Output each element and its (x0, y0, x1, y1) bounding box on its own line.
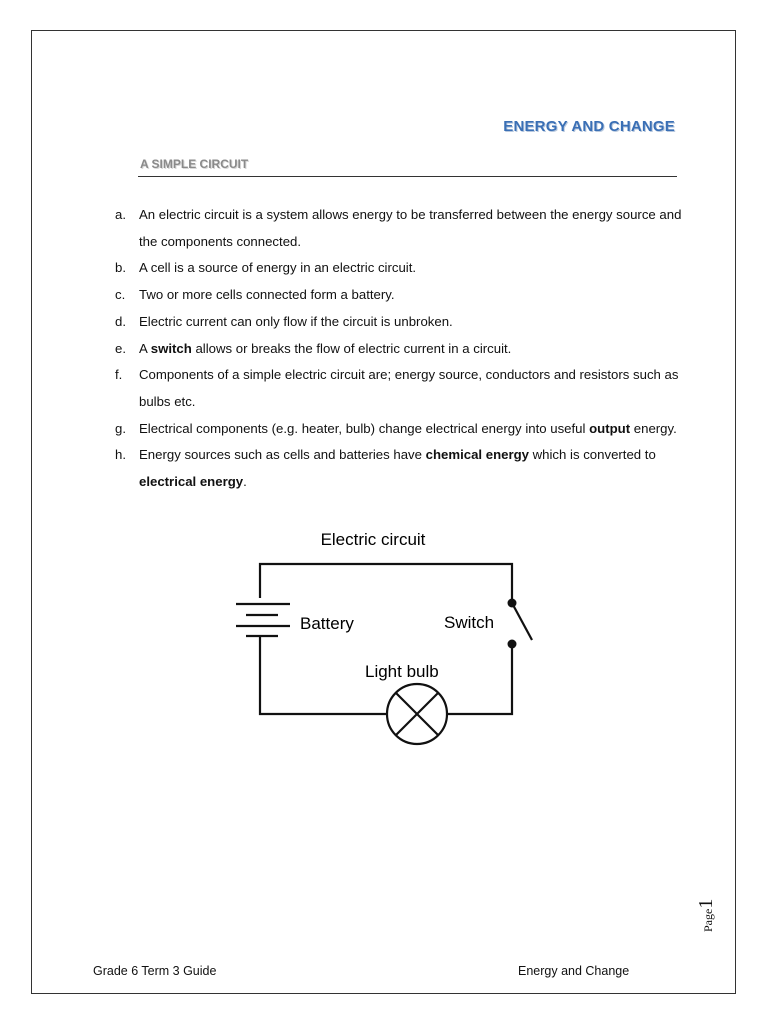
item-text: A cell is a source of energy in an electric circuit. (139, 260, 417, 276)
item-text-bold: switch (150, 340, 192, 356)
list-item (115, 282, 685, 309)
list-marker: g. (115, 420, 126, 436)
switch-label: Switch (444, 613, 495, 632)
item-text: An electric circuit is a system allows energy to be transferred between the energy source and the components connected. (139, 207, 682, 249)
item-text: Components of a simple electric circuit are; energy source, conductors and resistors such as bulbs etc. (139, 367, 679, 409)
list-item (115, 202, 685, 255)
list-marker: b. (115, 260, 126, 276)
diagram-title: Electric circuit (320, 530, 426, 549)
list-marker: f. (115, 367, 123, 383)
item-text: Electrical components (e.g. heater, bulb) change electrical energy into useful (139, 420, 590, 436)
item-text: Energy sources such as cells and batteries have (139, 447, 426, 463)
battery-symbol (236, 604, 290, 636)
item-text: allows or breaks the flow of electric current in a circuit. (191, 340, 512, 356)
page-border (31, 30, 736, 994)
battery-label: Battery (300, 614, 354, 633)
top-wire (260, 564, 512, 602)
list-item (115, 336, 685, 363)
circuit-wires (260, 564, 512, 714)
list-marker: h. (115, 447, 126, 463)
list-marker: c. (115, 287, 126, 303)
list-item (115, 309, 685, 336)
switch-lever (512, 603, 532, 640)
list-item (115, 362, 685, 415)
item-text-bold: electrical energy (139, 474, 244, 490)
footer-left: Grade 6 Term 3 Guide (93, 964, 217, 978)
item-text-bold: chemical energy (425, 447, 529, 463)
light-bulb-symbol (387, 684, 447, 744)
item-text: energy. (630, 420, 677, 436)
right-bottom-wire (448, 644, 512, 714)
item-text: which is converted to (528, 447, 656, 463)
section-divider (138, 176, 677, 177)
list-item (115, 255, 685, 282)
facts-list (115, 202, 685, 496)
list-marker: d. (115, 313, 126, 329)
page-number (695, 880, 745, 940)
item-text: Two or more cells connected form a battery. (139, 287, 395, 303)
item-text: Electric current can only flow if the circuit is unbroken. (139, 313, 453, 329)
bulb-label: Light bulb (365, 662, 439, 681)
switch-symbol (508, 599, 533, 649)
page-word: Page (701, 908, 715, 932)
footer-right: Energy and Change (518, 964, 630, 978)
list-marker: e. (115, 340, 126, 356)
item-text: A (139, 340, 151, 356)
section-title: A SIMPLE CIRCUIT (140, 157, 249, 171)
circuit-diagram (228, 524, 548, 754)
page-title: ENERGY AND CHANGE (503, 118, 675, 135)
list-marker: a. (115, 207, 126, 222)
page-number-value: 1 (695, 898, 717, 909)
list-item (115, 442, 685, 495)
list-item (115, 416, 685, 443)
item-text: . (243, 474, 247, 490)
item-text-bold: output (589, 420, 631, 436)
switch-contact (508, 640, 517, 649)
